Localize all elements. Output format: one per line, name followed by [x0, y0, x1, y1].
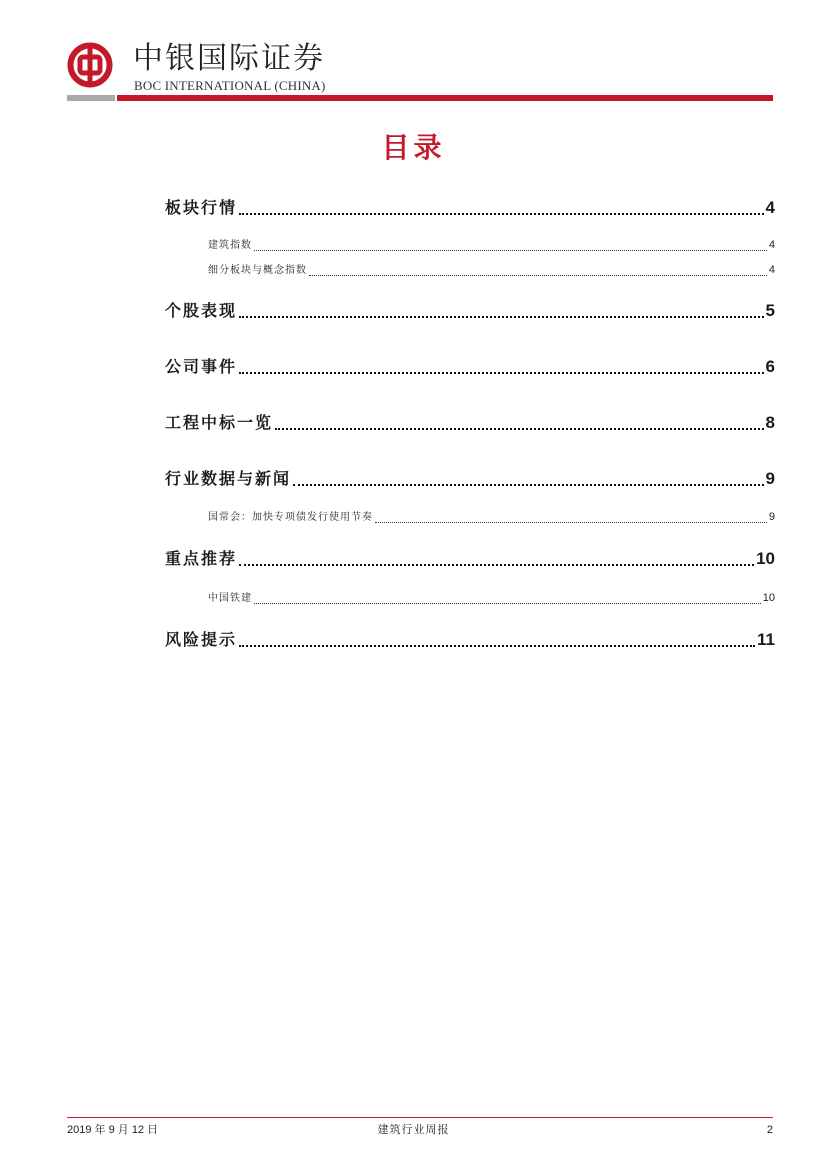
toc-entry[interactable] [165, 196, 775, 220]
toc-leader-dots [239, 213, 764, 215]
brand-name-english: BOC INTERNATIONAL (CHINA) [134, 78, 326, 93]
footer-date: 2019 年 9 月 12 日 [67, 1124, 159, 1136]
toc-leader-dots [239, 372, 764, 374]
brand-name-chinese: 中银国际证券 [133, 41, 325, 76]
toc-entry-label: 公司事件 [165, 357, 238, 376]
header-divider-red [117, 95, 773, 101]
toc-entry[interactable] [208, 237, 775, 254]
toc-entry-page: 10 [756, 549, 775, 568]
toc-entry-label: 个股表现 [165, 301, 238, 320]
toc-leader-dots [239, 564, 754, 566]
footer-divider [67, 1117, 773, 1118]
toc-entry-page: 11 [757, 630, 775, 649]
toc-entry-label: 重点推荐 [165, 549, 238, 568]
toc-entry-page: 9 [768, 511, 775, 523]
toc-entry-page: 9 [765, 469, 775, 488]
toc-leader-dots [293, 484, 764, 486]
toc-entry[interactable] [165, 411, 775, 435]
toc-entry[interactable] [208, 262, 775, 279]
footer-page-number: 2 [766, 1124, 773, 1136]
toc-leader-dots [239, 316, 764, 318]
toc-entry-page: 5 [765, 301, 775, 320]
toc-entry[interactable] [165, 547, 775, 571]
toc-entry[interactable] [208, 590, 775, 607]
toc-title: 目录 [381, 131, 446, 164]
toc-entry-page: 4 [768, 264, 775, 276]
toc-entry-label: 风险提示 [165, 630, 238, 649]
toc-leader-dots [309, 275, 767, 276]
header-divider-gray [67, 95, 115, 101]
footer-report-name: 建筑行业周报 [377, 1123, 450, 1136]
toc-entry[interactable] [165, 299, 775, 323]
toc-entry-label: 工程中标一览 [165, 413, 274, 432]
toc-entry-page: 4 [768, 239, 775, 251]
toc-entry-page: 4 [765, 198, 775, 217]
toc-entry-label: 细分板块与概念指数 [208, 265, 307, 276]
boc-logo-icon [67, 42, 113, 88]
toc-leader-dots [275, 428, 764, 430]
toc-entry-label: 中国铁建 [208, 593, 252, 604]
toc-entry-page: 6 [765, 357, 775, 376]
toc-entry-label: 建筑指数 [208, 240, 252, 251]
toc-leader-dots [254, 250, 767, 251]
toc-entry-label: 行业数据与新闻 [165, 469, 292, 488]
toc-entry-page: 8 [765, 413, 775, 432]
toc-entry[interactable] [165, 467, 775, 491]
toc-entry-label: 国常会：加快专项债发行使用节奏 [208, 512, 373, 523]
toc-leader-dots [239, 645, 755, 647]
toc-entry-label: 板块行情 [165, 198, 238, 217]
toc-entry-page: 10 [762, 592, 775, 604]
toc-entry[interactable] [165, 628, 775, 652]
toc-entry[interactable] [165, 355, 775, 379]
toc-leader-dots [375, 522, 767, 523]
toc-leader-dots [254, 603, 761, 604]
toc-entry[interactable] [208, 509, 775, 526]
